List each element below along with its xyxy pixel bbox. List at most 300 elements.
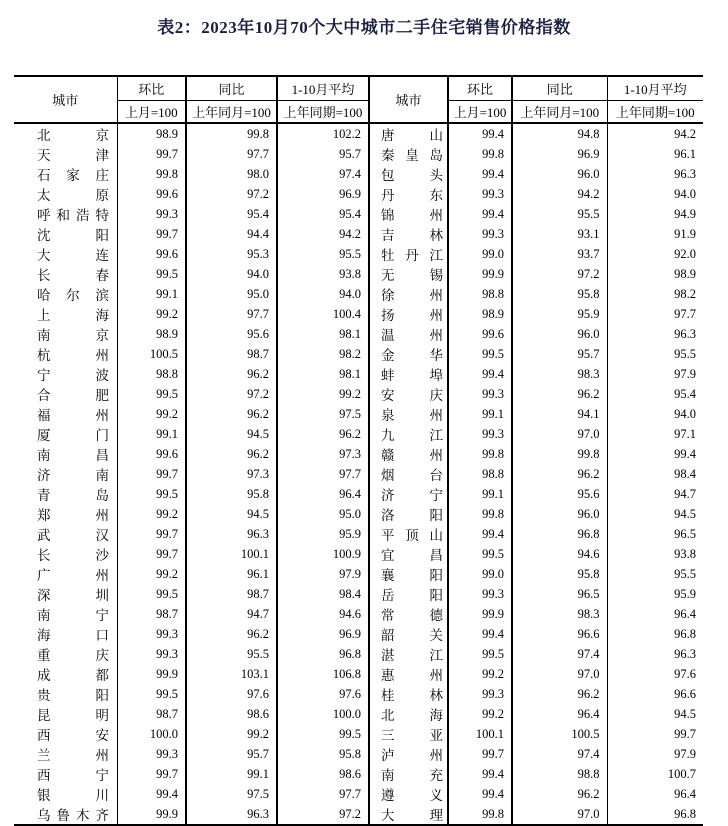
yoy-value-left: 103.1	[186, 664, 277, 684]
city-cell-left	[14, 604, 117, 624]
yoy-value-right: 93.7	[512, 244, 607, 264]
mom-value-left: 99.1	[117, 284, 186, 304]
yoy-value-left: 98.7	[186, 344, 277, 364]
yoy-value-left: 98.6	[186, 704, 277, 724]
avg-value-right: 96.1	[607, 144, 703, 164]
city-name: 唐山	[381, 128, 443, 143]
city-cell-right	[369, 123, 448, 144]
avg-value-left: 93.8	[277, 264, 369, 284]
mom-value-left: 99.4	[117, 784, 186, 804]
yoy-value-right: 96.4	[512, 704, 607, 724]
avg-value-left: 97.6	[277, 684, 369, 704]
yoy-value-left: 95.3	[186, 244, 277, 264]
city-cell-right	[369, 644, 448, 664]
mom-value-left: 99.1	[117, 424, 186, 444]
table-row	[14, 764, 703, 784]
city-cell-right	[369, 584, 448, 604]
yoy-value-left: 99.2	[186, 724, 277, 744]
avg-value-left: 98.4	[277, 584, 369, 604]
city-cell-left	[14, 644, 117, 664]
avg-value-right: 95.5	[607, 564, 703, 584]
city-cell-right	[369, 604, 448, 624]
city-cell-right	[369, 484, 448, 504]
avg-value-left: 94.2	[277, 224, 369, 244]
avg-value-right: 96.5	[607, 524, 703, 544]
yoy-value-right: 96.0	[512, 164, 607, 184]
header-yoy-sub-right: 上年同月=100	[512, 101, 607, 124]
avg-value-right: 94.9	[607, 204, 703, 224]
city-cell-right	[369, 744, 448, 764]
avg-value-left: 95.7	[277, 144, 369, 164]
city-cell-right	[369, 764, 448, 784]
city-cell-left	[14, 384, 117, 404]
mom-value-left: 99.2	[117, 404, 186, 424]
avg-value-left: 95.5	[277, 244, 369, 264]
yoy-value-left: 94.5	[186, 424, 277, 444]
mom-value-left: 99.5	[117, 684, 186, 704]
city-cell-right	[369, 384, 448, 404]
city-cell-right	[369, 404, 448, 424]
avg-value-right: 97.9	[607, 364, 703, 384]
header-mom-left: 环比	[117, 76, 186, 101]
table-row	[14, 624, 703, 644]
mom-value-right: 99.7	[448, 744, 512, 764]
city-name: 泉州	[381, 408, 443, 423]
city-name: 扬州	[381, 308, 443, 323]
table-row	[14, 364, 703, 384]
city-name: 吉林	[381, 228, 443, 243]
yoy-value-left: 96.2	[186, 404, 277, 424]
city-cell-left	[14, 504, 117, 524]
yoy-value-left: 94.0	[186, 264, 277, 284]
city-name: 锦州	[381, 208, 443, 223]
city-name: 青岛	[37, 488, 109, 503]
table-header	[14, 76, 703, 123]
yoy-value-left: 97.5	[186, 784, 277, 804]
mom-value-left: 100.0	[117, 724, 186, 744]
yoy-value-left: 96.2	[186, 364, 277, 384]
table-row	[14, 304, 703, 324]
city-cell-right	[369, 244, 448, 264]
table-row	[14, 424, 703, 444]
city-name: 哈尔滨	[37, 288, 109, 303]
city-cell-right	[369, 344, 448, 364]
city-name: 宁波	[37, 368, 109, 383]
city-name: 烟台	[381, 468, 443, 483]
city-cell-left	[14, 544, 117, 564]
avg-value-right: 96.8	[607, 804, 703, 825]
avg-value-right: 96.6	[607, 684, 703, 704]
avg-value-right: 100.7	[607, 764, 703, 784]
yoy-value-right: 100.5	[512, 724, 607, 744]
city-cell-right	[369, 704, 448, 724]
yoy-value-left: 95.0	[186, 284, 277, 304]
yoy-value-right: 94.8	[512, 123, 607, 144]
city-cell-left	[14, 204, 117, 224]
city-name: 武汉	[37, 528, 109, 543]
city-cell-right	[369, 364, 448, 384]
avg-value-right: 95.4	[607, 384, 703, 404]
yoy-value-right: 99.8	[512, 444, 607, 464]
yoy-value-right: 98.3	[512, 604, 607, 624]
city-name: 赣州	[381, 448, 443, 463]
city-name: 西安	[37, 728, 109, 743]
avg-value-right: 98.4	[607, 464, 703, 484]
mom-value-left: 99.6	[117, 244, 186, 264]
city-name: 秦皇岛	[381, 148, 443, 163]
city-cell-left	[14, 624, 117, 644]
header-mom-sub-right: 上月=100	[448, 101, 512, 124]
yoy-value-right: 96.5	[512, 584, 607, 604]
city-cell-right	[369, 804, 448, 825]
avg-value-right: 97.7	[607, 304, 703, 324]
mom-value-left: 99.9	[117, 804, 186, 825]
avg-value-right: 96.3	[607, 324, 703, 344]
yoy-value-right: 97.4	[512, 644, 607, 664]
yoy-value-left: 98.0	[186, 164, 277, 184]
yoy-value-right: 98.8	[512, 764, 607, 784]
table-row	[14, 284, 703, 304]
yoy-value-left: 100.1	[186, 544, 277, 564]
city-name: 韶关	[381, 628, 443, 643]
mom-value-right: 99.4	[448, 204, 512, 224]
mom-value-right: 99.2	[448, 664, 512, 684]
city-cell-right	[369, 444, 448, 464]
avg-value-right: 98.2	[607, 284, 703, 304]
city-cell-left	[14, 404, 117, 424]
avg-value-right: 94.2	[607, 123, 703, 144]
city-cell-right	[369, 164, 448, 184]
mom-value-right: 99.3	[448, 184, 512, 204]
yoy-value-right: 95.5	[512, 204, 607, 224]
header-city-right: 城市	[369, 76, 448, 123]
yoy-value-left: 94.5	[186, 504, 277, 524]
city-name: 长春	[37, 268, 109, 283]
yoy-value-left: 97.2	[186, 184, 277, 204]
city-name: 九江	[381, 428, 443, 443]
city-name: 蚌埠	[381, 368, 443, 383]
table-row	[14, 184, 703, 204]
yoy-value-left: 99.1	[186, 764, 277, 784]
avg-value-right: 97.9	[607, 744, 703, 764]
city-name: 徐州	[381, 288, 443, 303]
yoy-value-right: 96.0	[512, 324, 607, 344]
avg-value-right: 96.8	[607, 624, 703, 644]
table-row	[14, 564, 703, 584]
header-mom-right: 环比	[448, 76, 512, 101]
city-name: 济南	[37, 468, 109, 483]
avg-value-left: 96.8	[277, 644, 369, 664]
city-name: 安庆	[381, 388, 443, 403]
city-name: 西宁	[37, 768, 109, 783]
city-name: 深圳	[37, 588, 109, 603]
city-name: 泸州	[381, 748, 443, 763]
table-row	[14, 224, 703, 244]
yoy-value-right: 96.0	[512, 504, 607, 524]
avg-value-right: 95.9	[607, 584, 703, 604]
city-cell-left	[14, 564, 117, 584]
mom-value-left: 99.5	[117, 264, 186, 284]
yoy-value-left: 95.8	[186, 484, 277, 504]
mom-value-right: 99.8	[448, 804, 512, 825]
city-cell-left	[14, 123, 117, 144]
mom-value-right: 99.2	[448, 704, 512, 724]
avg-value-left: 97.4	[277, 164, 369, 184]
avg-value-left: 100.0	[277, 704, 369, 724]
city-name: 石家庄	[37, 168, 109, 183]
city-name: 三亚	[381, 728, 443, 743]
mom-value-left: 99.7	[117, 224, 186, 244]
avg-value-right: 94.5	[607, 504, 703, 524]
table-row	[14, 644, 703, 664]
city-cell-left	[14, 324, 117, 344]
avg-value-left: 96.9	[277, 184, 369, 204]
table-row	[14, 784, 703, 804]
avg-value-right: 94.0	[607, 404, 703, 424]
avg-value-right: 94.0	[607, 184, 703, 204]
yoy-value-right: 93.1	[512, 224, 607, 244]
mom-value-right: 99.4	[448, 524, 512, 544]
avg-value-left: 99.5	[277, 724, 369, 744]
city-name: 兰州	[37, 748, 109, 763]
header-yoy-right: 同比	[512, 76, 607, 101]
avg-value-left: 97.5	[277, 404, 369, 424]
city-name: 济宁	[381, 488, 443, 503]
city-cell-left	[14, 144, 117, 164]
city-cell-right	[369, 324, 448, 344]
table-row	[14, 524, 703, 544]
mom-value-left: 99.2	[117, 304, 186, 324]
table-row	[14, 444, 703, 464]
avg-value-left: 95.4	[277, 204, 369, 224]
yoy-value-left: 94.4	[186, 224, 277, 244]
city-cell-left	[14, 584, 117, 604]
city-name: 岳阳	[381, 588, 443, 603]
mom-value-left: 99.5	[117, 384, 186, 404]
yoy-value-right: 95.8	[512, 564, 607, 584]
yoy-value-left: 96.2	[186, 444, 277, 464]
mom-value-right: 99.5	[448, 544, 512, 564]
city-name: 丹东	[381, 188, 443, 203]
avg-value-left: 102.2	[277, 123, 369, 144]
yoy-value-right: 96.9	[512, 144, 607, 164]
mom-value-left: 99.5	[117, 584, 186, 604]
city-name: 无锡	[381, 268, 443, 283]
avg-value-right: 94.5	[607, 704, 703, 724]
avg-value-right: 95.5	[607, 344, 703, 364]
table-row	[14, 584, 703, 604]
city-name: 上海	[37, 308, 109, 323]
city-name: 重庆	[37, 648, 109, 663]
city-cell-left	[14, 424, 117, 444]
city-name: 牡丹江	[381, 248, 443, 263]
table-row	[14, 344, 703, 364]
avg-value-left: 99.2	[277, 384, 369, 404]
mom-value-right: 99.8	[448, 144, 512, 164]
avg-value-left: 95.8	[277, 744, 369, 764]
header-avg-sub-left: 上年同期=100	[277, 101, 369, 124]
table-body	[14, 123, 703, 825]
city-cell-left	[14, 444, 117, 464]
avg-value-left: 100.9	[277, 544, 369, 564]
city-name: 厦门	[37, 428, 109, 443]
avg-value-right: 96.3	[607, 164, 703, 184]
city-cell-right	[369, 784, 448, 804]
city-cell-left	[14, 264, 117, 284]
avg-value-left: 97.7	[277, 464, 369, 484]
city-cell-right	[369, 624, 448, 644]
city-name: 北京	[37, 128, 109, 143]
city-cell-left	[14, 764, 117, 784]
city-name: 洛阳	[381, 508, 443, 523]
city-cell-right	[369, 664, 448, 684]
avg-value-left: 97.7	[277, 784, 369, 804]
mom-value-right: 99.6	[448, 324, 512, 344]
yoy-value-left: 95.6	[186, 324, 277, 344]
avg-value-right: 93.8	[607, 544, 703, 564]
city-name: 包头	[381, 168, 443, 183]
mom-value-left: 99.3	[117, 204, 186, 224]
yoy-value-right: 95.7	[512, 344, 607, 364]
yoy-value-right: 97.0	[512, 424, 607, 444]
yoy-value-right: 94.6	[512, 544, 607, 564]
yoy-value-right: 95.8	[512, 284, 607, 304]
city-name: 遵义	[381, 788, 443, 803]
city-name: 贵阳	[37, 688, 109, 703]
city-cell-right	[369, 724, 448, 744]
table-row	[14, 744, 703, 764]
mom-value-right: 99.4	[448, 164, 512, 184]
yoy-value-right: 96.6	[512, 624, 607, 644]
mom-value-left: 99.6	[117, 184, 186, 204]
city-name: 合肥	[37, 388, 109, 403]
header-yoy-left: 同比	[186, 76, 277, 101]
mom-value-left: 99.6	[117, 444, 186, 464]
city-name: 成都	[37, 668, 109, 683]
city-cell-right	[369, 184, 448, 204]
city-cell-left	[14, 784, 117, 804]
table-row	[14, 724, 703, 744]
avg-value-left: 100.4	[277, 304, 369, 324]
mom-value-right: 99.1	[448, 404, 512, 424]
yoy-value-right: 94.1	[512, 404, 607, 424]
yoy-value-left: 95.7	[186, 744, 277, 764]
mom-value-right: 100.1	[448, 724, 512, 744]
avg-value-right: 91.9	[607, 224, 703, 244]
city-name: 太原	[37, 188, 109, 203]
mom-value-right: 99.4	[448, 784, 512, 804]
avg-value-left: 94.0	[277, 284, 369, 304]
table-row	[14, 204, 703, 224]
yoy-value-left: 96.3	[186, 804, 277, 825]
city-cell-left	[14, 244, 117, 264]
mom-value-left: 99.7	[117, 764, 186, 784]
mom-value-right: 99.9	[448, 264, 512, 284]
avg-value-left: 95.0	[277, 504, 369, 524]
city-cell-right	[369, 284, 448, 304]
city-cell-left	[14, 484, 117, 504]
city-name: 海口	[37, 628, 109, 643]
city-cell-left	[14, 684, 117, 704]
city-name: 襄阳	[381, 568, 443, 583]
mom-value-right: 99.3	[448, 424, 512, 444]
table-row	[14, 324, 703, 344]
mom-value-right: 99.3	[448, 684, 512, 704]
yoy-value-right: 96.2	[512, 384, 607, 404]
table-row	[14, 504, 703, 524]
table-row	[14, 684, 703, 704]
city-cell-left	[14, 284, 117, 304]
mom-value-left: 99.8	[117, 164, 186, 184]
yoy-value-right: 96.8	[512, 524, 607, 544]
yoy-value-right: 97.0	[512, 804, 607, 825]
yoy-value-left: 96.1	[186, 564, 277, 584]
mom-value-right: 99.4	[448, 123, 512, 144]
mom-value-right: 99.9	[448, 604, 512, 624]
table-row	[14, 804, 703, 825]
mom-value-right: 99.5	[448, 344, 512, 364]
mom-value-left: 98.9	[117, 324, 186, 344]
mom-value-left: 98.8	[117, 364, 186, 384]
avg-value-right: 96.4	[607, 604, 703, 624]
header-yoy-sub-left: 上年同月=100	[186, 101, 277, 124]
city-cell-right	[369, 424, 448, 444]
mom-value-right: 99.4	[448, 624, 512, 644]
yoy-value-left: 99.8	[186, 123, 277, 144]
city-name: 平顶山	[381, 528, 443, 543]
mom-value-left: 98.9	[117, 123, 186, 144]
avg-value-left: 97.3	[277, 444, 369, 464]
mom-value-right: 98.8	[448, 464, 512, 484]
mom-value-left: 99.3	[117, 744, 186, 764]
yoy-value-right: 97.0	[512, 664, 607, 684]
city-name: 南宁	[37, 608, 109, 623]
avg-value-right: 92.0	[607, 244, 703, 264]
city-cell-right	[369, 204, 448, 224]
city-cell-left	[14, 164, 117, 184]
city-cell-right	[369, 144, 448, 164]
yoy-value-right: 96.2	[512, 464, 607, 484]
city-cell-left	[14, 464, 117, 484]
city-name: 桂林	[381, 688, 443, 703]
avg-value-right: 97.6	[607, 664, 703, 684]
avg-value-right: 99.4	[607, 444, 703, 464]
yoy-value-left: 95.4	[186, 204, 277, 224]
city-name: 天津	[37, 148, 109, 163]
yoy-value-left: 94.7	[186, 604, 277, 624]
table-row	[14, 244, 703, 264]
header-avg-left: 1-10月平均	[277, 76, 369, 101]
avg-value-left: 97.2	[277, 804, 369, 825]
table-row	[14, 123, 703, 144]
mom-value-right: 99.3	[448, 224, 512, 244]
avg-value-right: 94.7	[607, 484, 703, 504]
avg-value-left: 98.1	[277, 324, 369, 344]
city-name: 银川	[37, 788, 109, 803]
city-cell-left	[14, 664, 117, 684]
avg-value-left: 97.9	[277, 564, 369, 584]
mom-value-right: 99.5	[448, 644, 512, 664]
header-avg-sub-right: 上年同期=100	[607, 101, 703, 124]
table-row	[14, 704, 703, 724]
city-name: 大连	[37, 248, 109, 263]
avg-value-right: 97.1	[607, 424, 703, 444]
avg-value-left: 96.9	[277, 624, 369, 644]
city-name: 温州	[381, 328, 443, 343]
yoy-value-left: 96.2	[186, 624, 277, 644]
city-name: 呼和浩特	[37, 208, 109, 223]
mom-value-left: 98.7	[117, 604, 186, 624]
